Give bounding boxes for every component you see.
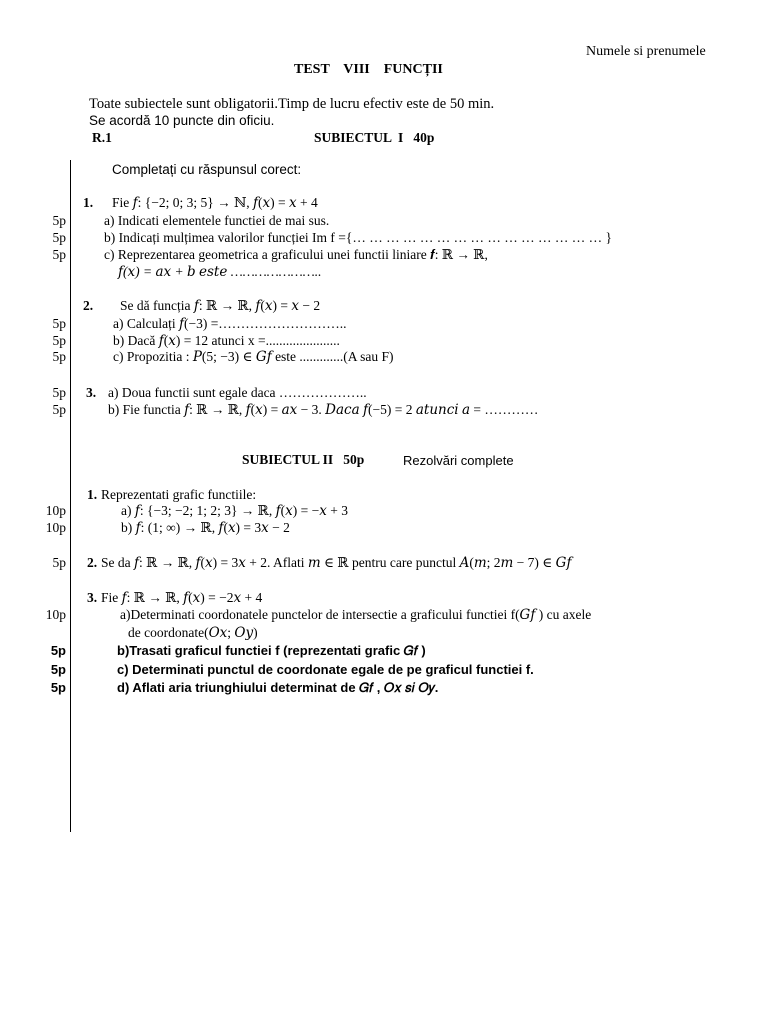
s1-q3a-points: 5p	[52, 385, 66, 400]
s1-q3b-points: 5p	[52, 402, 66, 417]
s1-q3b-text: b) Fie functia 𝑓: ℝ → ℝ, 𝑓(𝑥) = 𝑎𝑥 − 3. 𝐷𝑎𝑐𝑎 𝑓(−5) = 2 𝑎𝑡𝑢𝑛𝑐𝑖 𝑎 = …………	[108, 402, 539, 417]
s1-q2b-text: b) Dacă 𝑓(𝑥) = 12 atunci x =......................	[113, 333, 340, 348]
r1-label: R.1	[92, 130, 112, 145]
instructions-line1: Toate subiectele sunt obligatorii.Timp de lucru efectiv este de 50 min.	[89, 96, 495, 112]
s1-q1a-text: a) Indicati elementele functiei de mai sus.	[104, 213, 330, 228]
s2-q3c-text: c) Determinati punctul de coordonate egale de pe graficul functiei f.	[117, 662, 534, 677]
s2-q3d-text: d) Aflati aria triunghiului determinat de 𝐺𝑓 , 𝑂𝑥 𝑠𝑖 𝑂𝑦.	[117, 680, 439, 695]
s1-q1b-points: 5p	[52, 230, 66, 245]
s2-q1a-points: 10p	[45, 503, 66, 518]
s2-q1b-text: b) 𝑓: (1; ∞) → ℝ, 𝑓(𝑥) = 3𝑥 − 2	[121, 520, 290, 535]
subject2-subtitle: Rezolvări complete	[403, 453, 514, 468]
test-title: TEST VIII FUNCȚII	[294, 62, 443, 77]
s1-q1a-points: 5p	[52, 213, 66, 228]
s1-q2b-points: 5p	[52, 333, 66, 348]
s1-q2-text: Se dă funcția 𝑓: ℝ → ℝ, 𝑓(𝑥) = 𝑥 − 2	[120, 298, 321, 313]
s2-q3a-points: 10p	[45, 607, 66, 622]
s2-q3d-points: 5p	[50, 680, 66, 695]
s1-q2c-points: 5p	[52, 349, 66, 364]
s2-q3b-text: b)Trasati graficul functiei f (reprezentati grafic 𝐺𝑓 )	[117, 643, 426, 658]
instructions-line2: Se acordă 10 puncte din oficiu.	[89, 113, 275, 128]
s2-q1-text: Reprezentati grafic functiile:	[101, 487, 257, 502]
s1-q1-text: Fie 𝑓: {−2; 0; 3; 5} → ℕ, 𝑓(𝑥) = 𝑥 + 4	[112, 195, 318, 210]
s2-q3b-points: 5p	[50, 643, 66, 658]
s2-q3a-text: a)Determinati coordonatele punctelor de intersectie a graficului functiei f(𝐺𝑓 ) cu axele	[120, 607, 592, 622]
s2-q3a-text-line2: de coordonate(𝑂𝑥; 𝑂𝑦)	[128, 625, 258, 640]
s1-q2-number: 2.	[83, 298, 94, 313]
s2-q1a-text: a) 𝑓: {−3; −2; 1; 2; 3} → ℝ, 𝑓(𝑥) = −𝑥 + 3	[121, 503, 348, 518]
s2-q2-number: 2.	[87, 555, 98, 570]
margin-rule	[70, 160, 71, 832]
s2-q2-text: Se da 𝑓: ℝ → ℝ, 𝑓(𝑥) = 3𝑥 + 2. Aflati 𝑚 ∈ ℝ pentru care punctul 𝐴(𝑚; 2𝑚 − 7) ∈ 𝐺𝑓	[101, 555, 572, 570]
s1-q1b-text: b) Indicați mulțimea valorilor funcției Im f ={… … … … … … … … … … … … … … … }	[104, 230, 612, 245]
subject1-title: SUBIECTUL I 40p	[314, 130, 435, 145]
s1-q1c-points: 5p	[52, 247, 66, 262]
s1-q3-number: 3.	[86, 385, 97, 400]
subject2-title: SUBIECTUL II 50p	[242, 452, 365, 467]
s1-intro: Completați cu răspunsul corect:	[112, 162, 302, 177]
s2-q1-number: 1.	[87, 487, 98, 502]
s2-q3-number: 3.	[87, 590, 98, 605]
s2-q3-text: Fie 𝑓: ℝ → ℝ, 𝑓(𝑥) = −2𝑥 + 4	[101, 590, 263, 605]
name-label: Numele si prenumele	[586, 44, 706, 59]
s1-q1c-text: c) Reprezentarea geometrica a graficului unei functii liniare 𝒇: ℝ → ℝ,	[104, 247, 488, 262]
s2-q1b-points: 10p	[45, 520, 66, 535]
s1-q3a-text: a) Doua functii sunt egale daca ………………..	[108, 385, 367, 400]
s1-q1c-text-line2: 𝑓(𝑥) = 𝑎𝑥 + 𝑏 𝑒𝑠𝑡𝑒 …………………..	[118, 264, 322, 279]
s1-q1-number: 1.	[83, 195, 94, 210]
s1-q2c-text: c) Propozitia : 𝑃(5; −3) ∈ 𝐺𝑓 este .............(A sau F)	[113, 349, 394, 364]
s2-q2-points: 5p	[52, 555, 66, 570]
s1-q2a-points: 5p	[52, 316, 66, 331]
s1-q2a-text: a) Calculați 𝑓(−3) =………………………..	[113, 316, 347, 331]
s2-q3c-points: 5p	[50, 662, 66, 677]
